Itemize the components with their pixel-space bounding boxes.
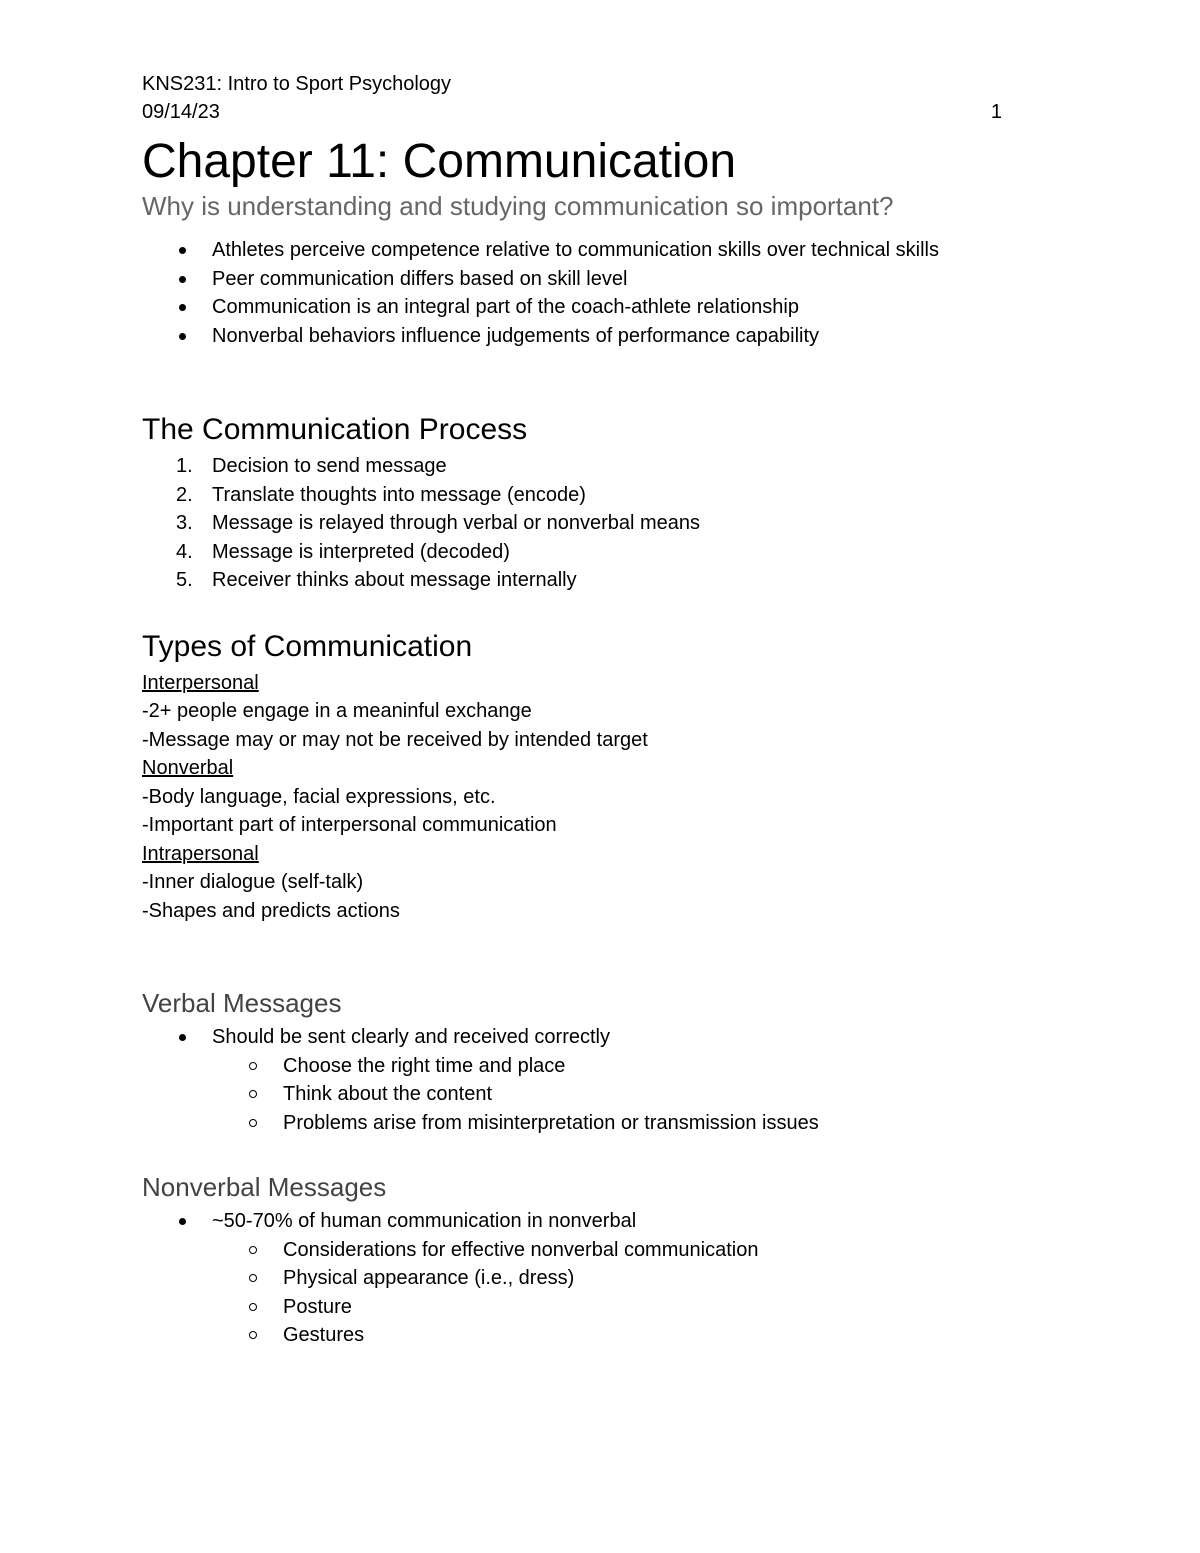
- verbal-list: [142, 1023, 1002, 1137]
- list-item: [142, 452, 1002, 481]
- intro-bullet-list: [142, 236, 1002, 350]
- type-label-intrapersonal: Intrapersonal: [142, 842, 259, 865]
- nonverbal-list: [142, 1207, 1002, 1350]
- step-text: Translate thoughts into message (encode): [212, 483, 586, 506]
- list-item: Athletes perceive competence relative to communication skills over technical skills: [142, 236, 1002, 265]
- sub-list-item: Considerations for effective nonverbal communication: [142, 1236, 1002, 1265]
- sub-list-item: Problems arise from misinterpretation or transmission issues: [142, 1109, 1002, 1138]
- step-text: Receiver thinks about message internally: [212, 569, 577, 591]
- section-heading-types: Types of Communication: [142, 629, 473, 663]
- step-text: Message is interpreted (decoded): [212, 540, 510, 563]
- list-item: [142, 509, 1002, 538]
- course-header: [142, 70, 1002, 98]
- list-item: ~50-70% of human communication in nonverbal: [142, 1207, 1002, 1236]
- sub-list-item: Physical appearance (i.e., dress): [142, 1264, 1002, 1293]
- section-heading-process: The Communication Process: [142, 413, 528, 446]
- types-section: [142, 669, 1002, 926]
- step-text: Decision to send message: [212, 455, 447, 477]
- page-number: 1: [990, 101, 1002, 123]
- type-description: -2+ people engage in a meaninful exchange: [142, 700, 532, 722]
- step-text: Message is relayed through verbal or nonverbal means: [212, 512, 701, 534]
- type-description: -Shapes and predicts actions: [142, 899, 400, 922]
- type-description: -Body language, facial expressions, etc.: [142, 785, 496, 808]
- sub-list-item: Posture: [142, 1293, 1002, 1322]
- document-page: [142, 70, 1002, 1350]
- step-number: 1.: [176, 455, 193, 477]
- type-description: -Inner dialogue (self-talk): [142, 871, 364, 893]
- type-label-interpersonal: Interpersonal: [142, 671, 259, 694]
- page-subtitle: Why is understanding and studying communication so important?: [142, 191, 894, 221]
- section-heading-nonverbal: Nonverbal Messages: [142, 1172, 387, 1202]
- list-item: [142, 566, 1002, 595]
- type-label-nonverbal: Nonverbal: [142, 757, 234, 779]
- section-heading-verbal: Verbal Messages: [142, 988, 342, 1018]
- list-item: [142, 538, 1002, 567]
- process-steps-list: [142, 452, 1002, 595]
- list-item: [142, 481, 1002, 510]
- document-date: 09/14/23: [142, 101, 220, 123]
- list-item: Nonverbal behaviors influence judgements of performance capability: [142, 322, 1002, 351]
- step-number: 2.: [176, 483, 193, 506]
- step-number: 5.: [176, 569, 193, 591]
- step-number: 4.: [176, 540, 193, 563]
- list-item: Communication is an integral part of the coach-athlete relationship: [142, 293, 1002, 322]
- step-number: 3.: [176, 512, 193, 534]
- page-title: Chapter 11: Communication: [142, 135, 737, 188]
- type-description: -Important part of interpersonal communication: [142, 814, 557, 836]
- date-header: [142, 98, 1002, 126]
- sub-list-item: Think about the content: [142, 1080, 1002, 1109]
- sub-list-item: Gestures: [142, 1321, 1002, 1350]
- type-description: -Message may or may not be received by intended target: [142, 728, 648, 751]
- sub-list-item: Choose the right time and place: [142, 1052, 1002, 1081]
- course-name: KNS231: Intro to Sport Psychology: [142, 73, 452, 95]
- list-item: Should be sent clearly and received correctly: [142, 1023, 1002, 1052]
- list-item: Peer communication differs based on skill level: [142, 265, 1002, 294]
